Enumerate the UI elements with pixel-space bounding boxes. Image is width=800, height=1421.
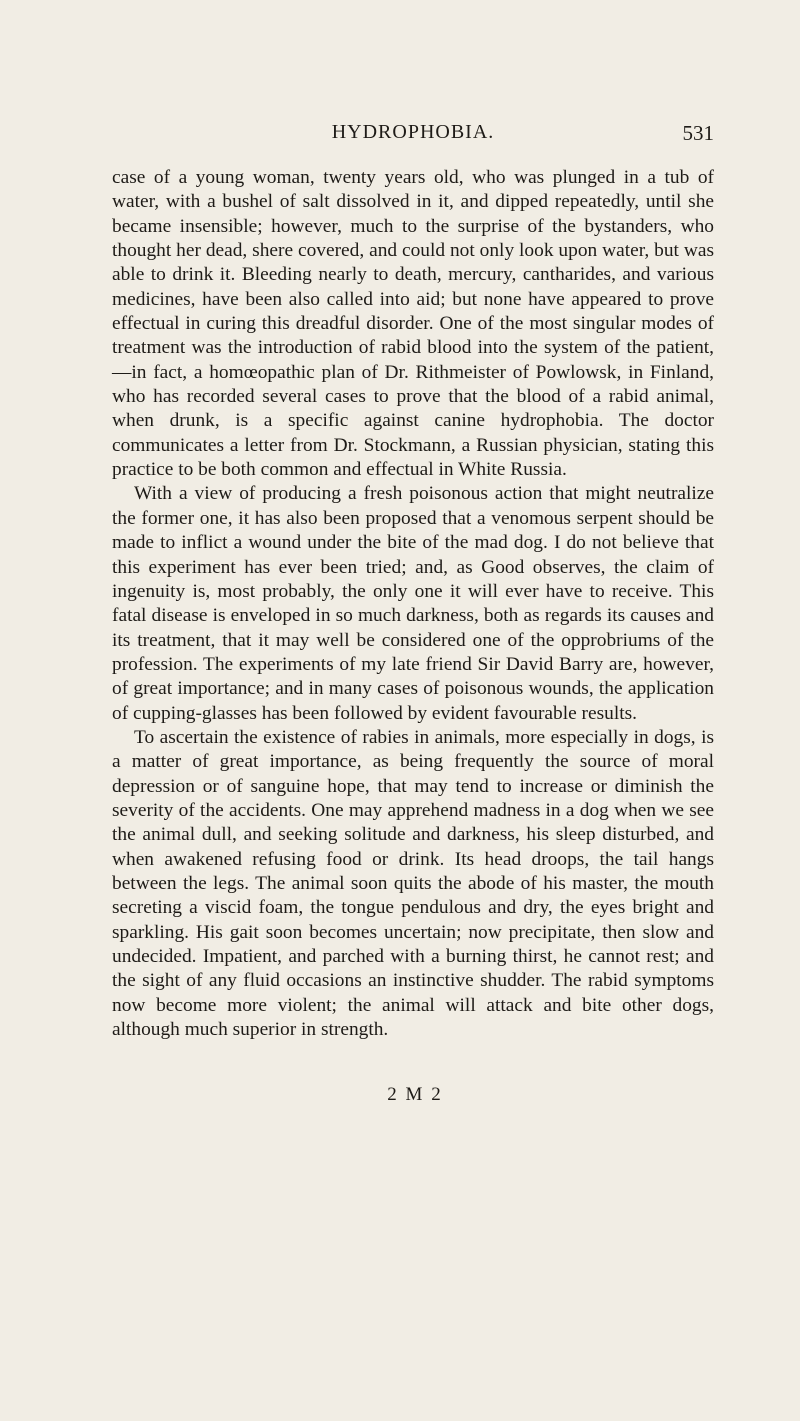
paragraph-3: To ascertain the existence of rabies in animals, more especially in dogs, is a matter of great importance, as being frequently the source of moral depression or of sanguine hope, that may tend to increase or diminish the severity of the accidents. One may apprehend madness in a dog when we see the animal dull, and seeking solitude and darkness, his sleep disturbed, and when awakened refusing food or drink. Its head droops, the tail hangs between the legs. The animal soon quits the abode of his master, the mouth secreting a viscid foam, the tongue pendulous and dry, the eyes bright and sparkling. His gait soon becomes uncertain; now precipitate, then slow and undecided. Impatient, and parched with a burning thirst, he cannot rest; and the sight of any fluid occasions an instinctive shudder. The rabid symptoms now become more violent; the animal will attack and bite other dogs, although much superior in strength. xyxy=(112,726,714,1041)
body-text xyxy=(112,166,714,1042)
paragraph-2: With a view of producing a fresh poisonous action that might neutralize the former one, it has also been proposed that a venomous serpent should be made to inflict a wound under the bite of the mad dog. I do not believe that this experiment has ever been tried; and, as Good observes, the claim of ingenuity is, most probably, the only one it will ever have to receive. This fatal disease is enveloped in so much darkness, both as regards its causes and its treatment, that it may well be considered one of the opprobriums of the profession. The experiments of my late friend Sir David Barry are, however, of great importance; and in many cases of poisonous wounds, the application of cupping-glasses has been followed by evident favourable results. xyxy=(112,483,714,724)
signature-mark: 2 M 2 xyxy=(387,1084,443,1105)
page-number: 531 xyxy=(682,121,714,145)
paragraph-1: case of a young woman, twenty years old, who was plunged in a tub of water, with a bushel of salt dissolved in it, and dipped repeatedly, until she became insensible; however, much to the surprise of the bystanders, who thought her dead, shere covered, and could not only look upon water, but was able to drink it. Bleeding nearly to death, mercury, cantharides, and various medicines, have been also called into aid; but none have appeared to prove effectual in curing this dreadful disorder. One of the most singular modes of treatment was the introduction of rabid blood into the system of the patient,—in fact, a homœopathic plan of Dr. Rithmeister of Powlowsk, in Finland, who has recorded several cases to prove that the blood of a rabid animal, when drunk, is a specific against canine hydrophobia. The doctor communicates a letter from Dr. Stockmann, a Russian physician, stating this practice to be both common and effectual in White Russia. xyxy=(112,167,714,481)
running-head: HYDROPHOBIA. xyxy=(331,121,495,143)
page-header xyxy=(112,121,714,151)
